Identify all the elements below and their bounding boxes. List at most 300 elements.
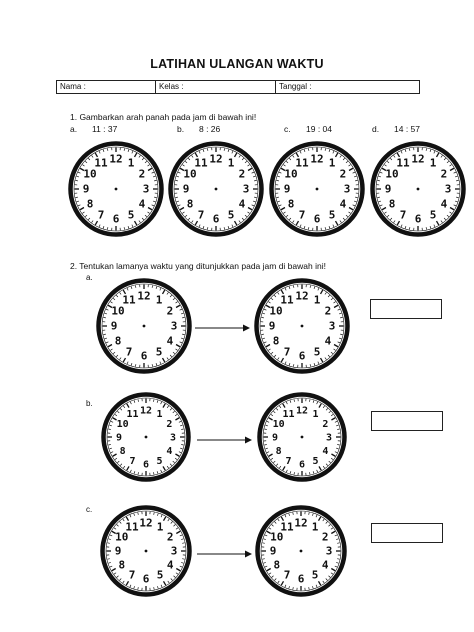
clock-numeral: 3 xyxy=(328,319,336,333)
clock-minute-tick xyxy=(85,215,87,217)
name-field[interactable]: Nama : xyxy=(60,82,86,91)
clock-minute-tick xyxy=(228,226,229,228)
clock-numeral: 11 xyxy=(122,293,136,307)
clock-minute-tick xyxy=(180,425,182,426)
clock-minute-tick xyxy=(340,155,341,157)
clock-hour-tick xyxy=(235,153,237,157)
clock-hour-tick xyxy=(331,569,335,571)
clock-minute-tick xyxy=(278,176,280,177)
clock-minute-tick xyxy=(394,221,395,223)
answer-box[interactable] xyxy=(371,411,443,431)
clock-hour-tick xyxy=(349,168,353,170)
clock-minute-tick xyxy=(175,458,177,459)
clock-minute-tick xyxy=(138,512,139,514)
clock-minute-tick xyxy=(124,227,125,229)
clock-minute-tick xyxy=(447,215,449,217)
clock-minute-tick xyxy=(179,452,181,453)
clock-hour-tick xyxy=(281,358,283,362)
clock-numeral: 12 xyxy=(295,405,309,417)
clock-minute-tick xyxy=(286,470,287,472)
clock-numeral: 4 xyxy=(322,446,329,457)
clock-numeral: 9 xyxy=(82,182,90,196)
clock-minute-tick xyxy=(117,411,119,413)
clock-numeral: 11 xyxy=(125,520,139,534)
clock-minute-tick xyxy=(313,400,314,402)
right-arrow-icon xyxy=(193,320,251,338)
clock-minute-tick xyxy=(177,176,179,177)
clock-minute-tick xyxy=(405,226,406,228)
clock-minute-tick xyxy=(405,150,406,152)
clock-hour-tick xyxy=(163,466,165,470)
clock-minute-tick xyxy=(113,352,115,354)
clock-minute-tick xyxy=(409,227,410,229)
clock-minute-tick xyxy=(120,464,122,466)
clock-minute-tick xyxy=(148,212,150,213)
clock-minute-tick xyxy=(182,317,184,318)
clock-numeral: 5 xyxy=(156,568,164,582)
clock-analog-icon[interactable] xyxy=(255,390,349,489)
right-arrow-icon xyxy=(195,432,253,450)
clock-numeral: 1 xyxy=(127,156,135,170)
clock-minute-tick xyxy=(152,285,153,287)
clock-minute-tick xyxy=(157,471,158,473)
clock-minute-tick xyxy=(325,292,326,294)
clock-hour-tick xyxy=(135,153,137,157)
clock-minute-tick xyxy=(167,406,168,408)
clock-numeral: 6 xyxy=(140,349,148,363)
clock-hour-tick xyxy=(235,221,237,225)
clock-minute-tick xyxy=(335,566,337,567)
clock-minute-tick xyxy=(128,150,129,152)
clock-numeral: 12 xyxy=(310,152,324,166)
clock-hour-tick xyxy=(135,221,137,225)
clock-minute-tick xyxy=(316,585,317,587)
clock-numeral: 5 xyxy=(313,345,321,359)
clock-minute-tick xyxy=(269,573,271,574)
clock-minute-tick xyxy=(107,559,109,560)
clock-analog-icon[interactable] xyxy=(66,139,166,244)
clock-minute-tick xyxy=(153,399,154,401)
clock-numeral: 4 xyxy=(166,558,174,572)
clock-minute-tick xyxy=(265,425,267,426)
clock-hour-tick xyxy=(112,569,116,571)
clock-hour-tick xyxy=(267,569,271,571)
clock-minute-tick xyxy=(323,581,324,583)
clock-minute-tick xyxy=(117,576,119,578)
clock-analog-icon[interactable] xyxy=(94,276,194,381)
clock-numeral: 11 xyxy=(396,156,410,170)
clock-minute-tick xyxy=(107,148,108,150)
clock-hour-tick xyxy=(163,290,165,294)
clock-numeral: 5 xyxy=(312,455,319,467)
clock-minute-tick xyxy=(318,288,319,290)
clock-minute-tick xyxy=(115,458,117,459)
clock-minute-tick xyxy=(329,150,330,152)
clock-numeral: 6 xyxy=(414,212,422,226)
clock-numeral: 3 xyxy=(170,544,178,558)
clock-minute-tick xyxy=(138,472,139,474)
clock-minute-tick xyxy=(313,471,314,473)
clock-minute-tick xyxy=(310,364,311,366)
clock-minute-tick xyxy=(131,287,132,289)
clock-center-dot xyxy=(417,188,420,191)
clock-minute-tick xyxy=(379,201,381,202)
clock-hour-tick xyxy=(319,517,321,521)
clock-minute-tick xyxy=(175,414,177,415)
clock-hour-tick xyxy=(281,208,285,210)
clock-minute-tick xyxy=(139,221,140,223)
clock-minute-tick xyxy=(271,352,273,354)
clock-numeral: 12 xyxy=(137,289,151,303)
clock-minute-tick xyxy=(182,165,184,166)
clock-minute-tick xyxy=(167,358,168,360)
clock-minute-tick xyxy=(263,562,265,563)
clock-minute-tick xyxy=(276,464,278,466)
right-arrow-icon xyxy=(195,546,253,564)
clock-hour-tick xyxy=(331,531,335,533)
clock-minute-tick xyxy=(78,172,80,173)
clock-hour-tick xyxy=(176,305,180,307)
clock-minute-tick xyxy=(276,180,278,181)
clock-minute-tick xyxy=(318,362,319,364)
clock-minute-tick xyxy=(120,578,122,580)
clock-numeral: 10 xyxy=(270,530,284,544)
clock-numeral: 4 xyxy=(440,197,448,211)
clock-minute-tick xyxy=(120,292,121,294)
clock-minute-tick xyxy=(264,342,266,343)
clock-minute-tick xyxy=(294,399,295,401)
clock-numeral: 9 xyxy=(268,319,276,333)
clock-numeral: 2 xyxy=(321,530,329,544)
clock-minute-tick xyxy=(285,515,286,517)
q1-option-d: d. 14 : 57 xyxy=(372,124,420,134)
clock-minute-tick xyxy=(337,444,339,445)
clock-hour-tick xyxy=(319,466,321,470)
clock-numeral: 7 xyxy=(129,455,136,467)
clock-numeral: 7 xyxy=(283,568,291,582)
clock-numeral: 7 xyxy=(283,345,291,359)
clock-numeral: 4 xyxy=(321,558,329,572)
clock-minute-tick xyxy=(325,358,326,360)
q1-option-a: a. 11 : 37 xyxy=(70,124,118,134)
date-field[interactable]: Tanggal : xyxy=(275,81,419,93)
clock-numeral: 10 xyxy=(116,419,129,430)
clock-minute-tick xyxy=(135,285,136,287)
clock-analog-icon[interactable] xyxy=(99,390,193,489)
clock-minute-tick xyxy=(379,176,381,177)
clock-minute-tick xyxy=(264,429,266,430)
clock-minute-tick xyxy=(353,205,355,206)
clock-minute-tick xyxy=(339,313,341,314)
clock-numeral: 8 xyxy=(186,197,194,211)
clock-minute-tick xyxy=(152,172,154,173)
clock-minute-tick xyxy=(314,363,315,365)
clock-minute-tick xyxy=(142,158,144,160)
clock-minute-tick xyxy=(271,458,273,459)
clock-minute-tick xyxy=(254,197,256,198)
clock-minute-tick xyxy=(103,226,104,228)
clock-minute-tick xyxy=(120,408,122,410)
clock-hour-tick xyxy=(331,418,335,420)
clock-center-dot xyxy=(145,436,148,439)
answer-box[interactable] xyxy=(370,299,442,319)
clock-minute-tick xyxy=(455,201,457,202)
clock-minute-tick xyxy=(450,165,452,166)
clock-minute-tick xyxy=(343,158,345,160)
clock-minute-tick xyxy=(107,227,108,229)
clock-minute-tick xyxy=(175,197,177,198)
clock-minute-tick xyxy=(269,528,271,529)
clock-numeral: 4 xyxy=(166,334,174,348)
clock-minute-tick xyxy=(276,197,278,198)
clock-hour-tick xyxy=(296,221,298,225)
clock-numeral: 12 xyxy=(209,152,223,166)
clock-minute-tick xyxy=(175,180,177,181)
clock-minute-tick xyxy=(232,225,233,227)
clock-minute-tick xyxy=(285,362,286,364)
clock-minute-tick xyxy=(349,212,351,213)
clock-minute-tick xyxy=(99,225,100,227)
clock-numeral: 9 xyxy=(115,432,123,444)
clock-analog-icon[interactable] xyxy=(166,139,266,244)
clock-minute-tick xyxy=(331,458,333,459)
clock-numeral: 3 xyxy=(444,182,452,196)
clock-numeral: 5 xyxy=(429,208,437,222)
clock-minute-tick xyxy=(283,165,285,166)
clock-minute-tick xyxy=(349,165,351,166)
clock-minute-tick xyxy=(154,180,156,181)
clock-minute-tick xyxy=(173,411,175,413)
clock-minute-tick xyxy=(276,408,278,410)
clock-minute-tick xyxy=(153,176,155,177)
clock-minute-tick xyxy=(75,197,77,198)
clock-minute-tick xyxy=(173,461,175,463)
q1-option-b: b. 8 : 26 xyxy=(177,124,221,134)
clock-minute-tick xyxy=(242,158,244,160)
clock-minute-tick xyxy=(308,148,309,150)
clock-hour-tick xyxy=(148,168,152,170)
clock-minute-tick xyxy=(180,342,182,343)
clock-analog-icon[interactable] xyxy=(98,503,194,604)
clock-minute-tick xyxy=(110,535,112,536)
clock-minute-tick xyxy=(290,400,291,402)
clock-minute-tick xyxy=(355,180,357,181)
clock-numeral: 4 xyxy=(166,446,173,457)
clock-minute-tick xyxy=(286,215,288,217)
clock-minute-tick xyxy=(181,338,183,339)
clock-minute-tick xyxy=(168,519,169,521)
clock-minute-tick xyxy=(156,363,157,365)
clock-minute-tick xyxy=(265,535,267,536)
clock-minute-tick xyxy=(336,562,338,563)
clock-minute-tick xyxy=(326,464,328,466)
clock-minute-tick xyxy=(239,155,240,157)
clock-minute-tick xyxy=(182,334,184,335)
clock-minute-tick xyxy=(253,201,255,202)
clock-minute-tick xyxy=(252,205,254,206)
clock-analog-icon[interactable] xyxy=(368,139,468,244)
clock-minute-tick xyxy=(103,150,104,152)
clock-numeral: 6 xyxy=(298,349,306,363)
clock-minute-tick xyxy=(271,298,273,300)
clock-minute-tick xyxy=(167,292,168,294)
clock-minute-tick xyxy=(181,429,183,430)
clock-minute-tick xyxy=(289,586,290,588)
clock-minute-tick xyxy=(153,472,154,474)
clock-minute-tick xyxy=(127,288,128,290)
clock-minute-tick xyxy=(384,212,386,213)
clock-center-dot xyxy=(301,325,304,328)
clock-minute-tick xyxy=(179,421,181,422)
clock-minute-tick xyxy=(377,180,379,181)
clock-minute-tick xyxy=(123,581,124,583)
clock-minute-tick xyxy=(300,225,301,227)
clock-minute-tick xyxy=(430,150,431,152)
clock-minute-tick xyxy=(110,566,112,567)
clock-hour-tick xyxy=(80,208,84,210)
clock-minute-tick xyxy=(78,205,80,206)
clock-minute-tick xyxy=(333,225,334,227)
clock-minute-tick xyxy=(88,218,90,220)
clock-numeral: 10 xyxy=(83,167,97,181)
clock-minute-tick xyxy=(336,425,338,426)
clock-minute-tick xyxy=(138,399,139,401)
clock-minute-tick xyxy=(113,298,115,300)
clock-numeral: 12 xyxy=(139,405,153,417)
clock-minute-tick xyxy=(88,158,90,160)
clock-minute-tick xyxy=(181,539,183,540)
clock-minute-tick xyxy=(157,586,158,588)
clock-minute-tick xyxy=(278,201,280,202)
clock-numeral: 4 xyxy=(138,197,146,211)
clock-minute-tick xyxy=(130,470,131,472)
clock-minute-tick xyxy=(109,425,111,426)
clock-minute-tick xyxy=(262,543,264,544)
clock-minute-tick xyxy=(134,513,135,515)
clock-minute-tick xyxy=(300,151,301,153)
clock-minute-tick xyxy=(265,566,267,567)
clock-analog-icon[interactable] xyxy=(252,276,352,381)
clock-numeral: 12 xyxy=(139,516,153,530)
clock-minute-tick xyxy=(304,226,305,228)
clock-numeral: 6 xyxy=(297,572,305,586)
answer-box[interactable] xyxy=(371,523,443,543)
clock-numeral: 11 xyxy=(280,520,294,534)
clock-hour-tick xyxy=(248,168,252,170)
clock-numeral: 6 xyxy=(112,212,120,226)
clock-minute-tick xyxy=(354,176,356,177)
clock-center-dot xyxy=(300,550,303,553)
clock-minute-tick xyxy=(120,522,122,524)
clock-numeral: 9 xyxy=(271,432,279,444)
clock-minute-tick xyxy=(335,535,337,536)
clock-minute-tick xyxy=(340,317,342,318)
clock-minute-tick xyxy=(293,364,294,366)
clock-numeral: 7 xyxy=(285,455,292,467)
clock-numeral: 12 xyxy=(109,152,123,166)
clock-minute-tick xyxy=(110,302,112,303)
clock-minute-tick xyxy=(105,338,107,339)
clock-minute-tick xyxy=(168,581,169,583)
student-info-table xyxy=(56,80,420,94)
clock-minute-tick xyxy=(117,525,119,527)
clock-numeral: 2 xyxy=(238,167,246,181)
clock-numeral: 6 xyxy=(142,459,150,471)
clock-minute-tick xyxy=(199,225,200,227)
clock-numeral: 11 xyxy=(126,409,139,421)
clock-minute-tick xyxy=(309,399,310,401)
clock-minute-tick xyxy=(286,402,287,404)
clock-minute-tick xyxy=(279,406,280,408)
clock-numeral: 9 xyxy=(283,182,291,196)
clock-analog-icon[interactable] xyxy=(267,139,367,244)
q1-option-c: c. 19 : 04 xyxy=(284,124,332,134)
clock-hour-tick xyxy=(397,221,399,225)
clock-numeral: 7 xyxy=(125,345,133,359)
clock-minute-tick xyxy=(245,161,247,163)
clock-minute-tick xyxy=(450,212,452,213)
clock-minute-tick xyxy=(309,512,310,514)
clock-numeral: 4 xyxy=(339,197,347,211)
clock-minute-tick xyxy=(325,148,326,150)
clock-minute-tick xyxy=(263,338,265,339)
clock-minute-tick xyxy=(335,421,337,422)
clock-minute-tick xyxy=(181,444,183,445)
clock-numeral: 12 xyxy=(411,152,425,166)
clock-numeral: 2 xyxy=(166,419,173,430)
clock-minute-tick xyxy=(336,539,338,540)
clock-minute-tick xyxy=(293,512,294,514)
clock-numeral: 7 xyxy=(197,208,205,222)
clock-minute-tick xyxy=(207,148,208,150)
clock-minute-tick xyxy=(75,180,77,181)
clock-minute-tick xyxy=(114,573,116,574)
clock-minute-tick xyxy=(180,535,182,536)
class-field[interactable]: Kelas : xyxy=(155,81,275,93)
clock-hour-tick xyxy=(450,168,454,170)
clock-minute-tick xyxy=(401,151,402,153)
clock-minute-tick xyxy=(384,165,386,166)
clock-minute-tick xyxy=(387,161,389,163)
clock-numeral: 1 xyxy=(227,156,235,170)
clock-minute-tick xyxy=(328,525,330,527)
clock-minute-tick xyxy=(328,295,330,297)
clock-hour-tick xyxy=(269,454,273,456)
clock-minute-tick xyxy=(157,400,158,402)
clock-minute-tick xyxy=(176,302,178,303)
clock-minute-tick xyxy=(290,471,291,473)
clock-minute-tick xyxy=(108,562,110,563)
clock-minute-tick xyxy=(173,525,175,527)
clock-minute-tick xyxy=(254,180,256,181)
clock-numeral: 9 xyxy=(269,544,277,558)
clock-minute-tick xyxy=(338,309,340,310)
clock-minute-tick xyxy=(171,578,173,580)
clock-center-dot xyxy=(316,188,319,191)
clock-minute-tick xyxy=(326,408,328,410)
clock-numeral: 8 xyxy=(273,558,281,572)
clock-hour-tick xyxy=(95,221,97,225)
clock-minute-tick xyxy=(317,470,318,472)
clock-minute-tick xyxy=(153,201,155,202)
clock-minute-tick xyxy=(331,414,333,415)
clock-analog-icon[interactable] xyxy=(253,503,349,604)
clock-numeral: 1 xyxy=(429,156,437,170)
clock-minute-tick xyxy=(289,158,291,160)
clock-minute-tick xyxy=(334,349,336,350)
clock-minute-tick xyxy=(336,448,338,449)
clock-minute-tick xyxy=(308,227,309,229)
